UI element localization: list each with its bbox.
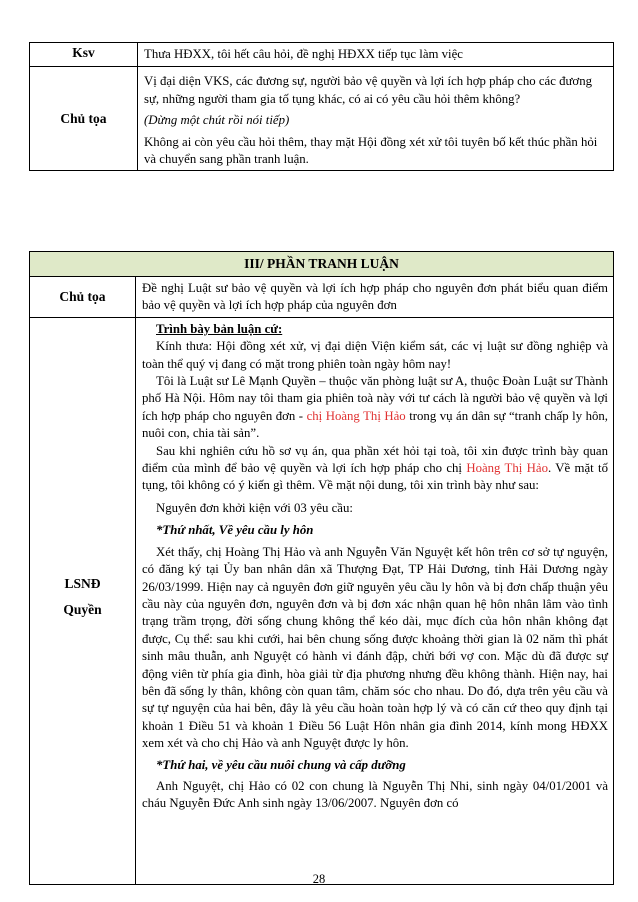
stage-direction: (Dừng một chút rồi nói tiếp)	[144, 113, 290, 128]
client-name: Hoàng Thị Hảo	[466, 461, 548, 476]
client-name: chị Hoàng Thị Hảo	[306, 408, 406, 423]
speech-paragraph: Vị đại diện VKS, các đương sự, người bảo vệ quyền và lợi ích hợp pháp cho các đương sự, những người tham gia tố tụng khác, có ai có yêu cầu hỏi thêm không?	[144, 74, 592, 106]
speech-text: Thưa HĐXX, tôi hết câu hỏi, đề nghị HĐXX tiếp tục làm việc	[138, 43, 614, 67]
speaker-label: Quyền	[63, 601, 102, 617]
argument-paragraph	[142, 373, 608, 443]
speaker-label: Ksv	[30, 43, 138, 67]
text-run: Sau khi nghiên cứu hồ sơ vụ án, qua phần xét hỏi tại toà, tôi xin được trình bày quan điểm của mình để bảo vệ quyền và lợi ích hợp pháp cho chị	[142, 443, 608, 476]
table-row	[30, 67, 614, 171]
table-row	[30, 277, 614, 318]
table-row	[30, 43, 614, 67]
table-row	[30, 252, 614, 277]
hearing-table-questioning	[29, 42, 614, 171]
speech-cell	[138, 67, 614, 171]
argument-paragraph: Xét thấy, chị Hoàng Thị Hảo và anh Nguyễn Văn Nguyệt kết hôn trên cơ sở tự nguyện, có đăng ký tại Ủy ban nhân dân xã Thượng Đạt, TP Hải Dương, tỉnh Hải Dương ngày 26/03/1999. Hiện nay cả nguyên đơn giữ nguyên yêu cầu ly hôn và bị đơn chấp thuận yêu cầu này của nguyên đơn, nguyên đơn và bị đơn xác nhận quan hệ hôn nhân lâm vào tình trạng trầm trọng, đời sống chung không thể kéo dài, mục đích của hôn nhân không đạt được, Cụ thể: sau khi cưới, hai bên chung sống được khoảng thời gian là 02 năm thì phát sinh mâu thuẫn, anh Nguyệt có hành vi đánh đập, chửi bới vợ con. Mặc dù đã được sự động viên từ phía gia đình, hòa giải từ địa phương nhưng đều không thành. Hiện nay, hai bên đã sống ly thân, không còn quan tâm, chăm sóc cho nhau. Do đó, dựa trên yêu cầu và sự tự nguyện của hai bên, đây là yêu cầu hoàn toàn hợp lý và có căn cứ theo quy định tại khoản 1 Điều 51 và khoản 1 Điều 56 Luật Hôn nhân gia đình 2014, kính mong HĐXX xem xét và cho chị Hảo và anh Nguyệt được ly hôn.	[142, 544, 608, 751]
argument-subheading: *Thứ hai, về yêu cầu nuôi chung và cấp dưỡng	[156, 757, 406, 772]
speech-paragraph: Không ai còn yêu cầu hỏi thêm, thay mặt Hội đồng xét xử tôi tuyên bố kết thúc phần hỏi và chuyển sang phần tranh luận.	[144, 134, 598, 167]
text-run: trong vụ án dân sự “tranh chấp ly hôn, nuôi con, chia tài sản”.	[142, 408, 608, 441]
speaker-label-cell	[30, 317, 136, 884]
argument-paragraph: Anh Nguyệt, chị Hảo có 02 con chung là Nguyễn Thị Nhi, sinh ngày 04/01/2001 và cháu Nguyễn Đức Anh sinh ngày 13/06/2007. Nguyên đơn có	[142, 778, 608, 811]
speaker-label: Chủ tọa	[30, 277, 136, 318]
text-run: . Về mặt tố tụng, tôi không có ý kiến gì thêm. Về mặt nội dung, tôi xin trình bày như sau:	[142, 461, 608, 493]
argument-paragraph	[142, 443, 608, 495]
page-number: 28	[312, 872, 326, 886]
section-header: III/ PHẦN TRANH LUẬN	[30, 252, 614, 277]
table-row	[30, 317, 614, 884]
argument-cell	[136, 317, 614, 884]
speech-text: Đề nghị Luật sư bảo vệ quyền và lợi ích hợp pháp cho nguyên đơn phát biểu quan điểm bảo vệ quyền và lợi ích hợp pháp của nguyên đơn	[136, 277, 614, 318]
speaker-label: LSNĐ	[64, 575, 101, 591]
hearing-table-debate	[29, 251, 614, 885]
argument-paragraph: Nguyên đơn khởi kiện với 03 yêu cầu:	[156, 500, 353, 515]
argument-heading: Trình bày bản luận cứ:	[156, 321, 283, 336]
text-run: Tôi là Luật sư Lê Mạnh Quyền – thuộc văn phòng luật sư A, thuộc Đoàn Luật sư Thành phố Hà Nội. Hôm nay tôi tham gia phiên toà này với tư cách là người bảo vệ quyền và lợi ích hợp pháp cho nguyên đơn -	[142, 374, 608, 423]
speaker-label: Chủ tọa	[30, 67, 138, 171]
argument-subheading: *Thứ nhất, Về yêu cầu ly hôn	[156, 523, 314, 538]
argument-paragraph: Kính thưa: Hội đồng xét xử, vị đại diện Viện kiểm sát, các vị luật sư đồng nghiệp và toàn thể quý vị đang có mặt trong phiên toàn ngày hôm nay!	[142, 339, 608, 371]
